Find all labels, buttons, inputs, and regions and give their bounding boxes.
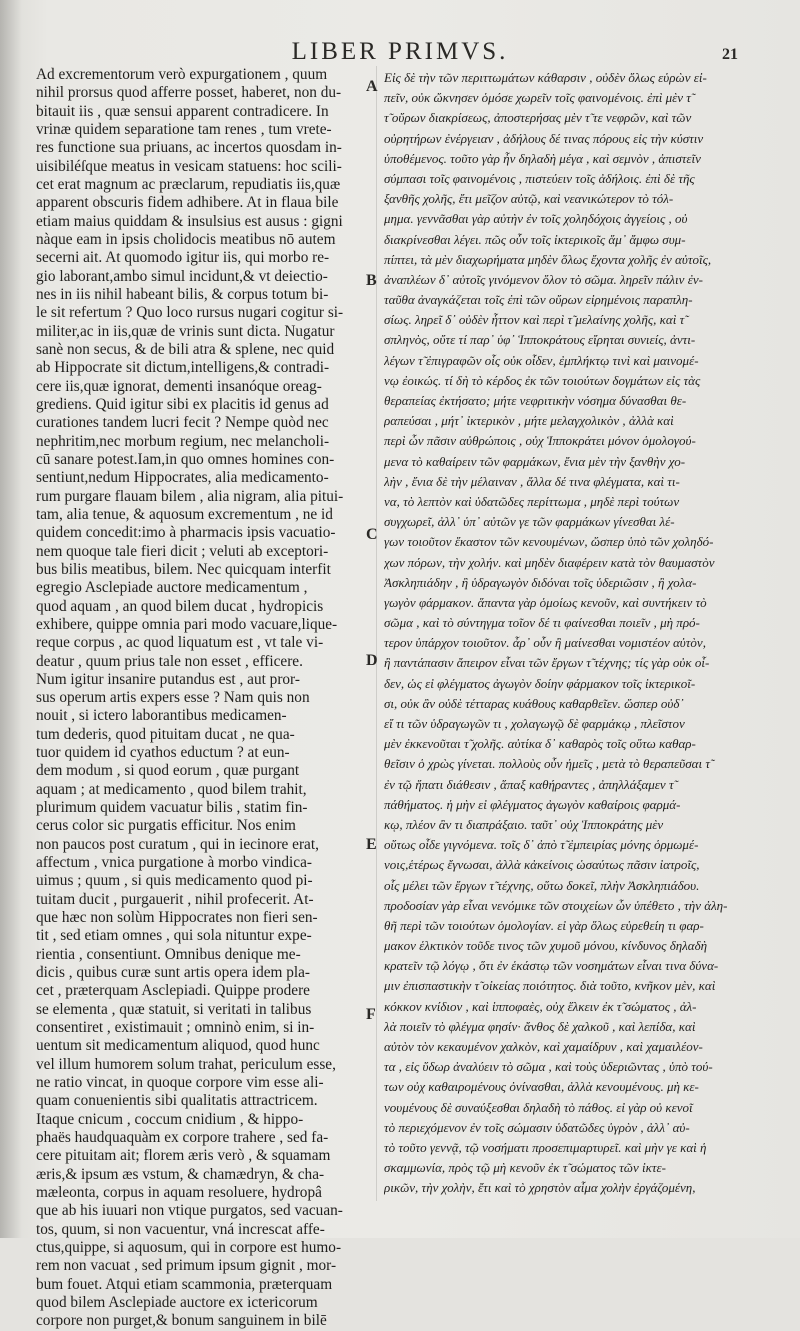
text-line: tuor quidem id cyathos eductum ? at eun-: [36, 744, 290, 762]
text-line: tos, quum, si non vacuentur, vná increscat affe-: [36, 1220, 325, 1238]
text-line: nem quoque tale fieri dicit ; veluti ab exceptori-: [36, 542, 329, 560]
text-line: cerus color sic purgatis efficitur. Nos enim: [36, 817, 296, 835]
text-line: sentiunt,nedum Hippocrates, alia medicamento-: [36, 469, 329, 487]
text-line: tit , sed etiam omnes , qui sola nituntur expe-: [36, 927, 312, 945]
text-line: μιν ἐπισπαστικὴν τ̃ οἰκείας ποιότητος. διὰ τοῦτο, κνῆκον μὲν, καὶ: [384, 978, 716, 994]
text-line: etiam maius quiddam & insulsius est ausus : gigni: [36, 212, 343, 230]
text-line: γωγὸν φάρμακον. ἅπαντα γὰρ ὁμοίως κενοῦν, καὶ συντήκειν τὸ: [384, 594, 707, 610]
text-line: non paucos post curatum , qui in iecinore erat,: [36, 835, 319, 853]
text-line: grediens. Quid igitur sibi ex placitis id genus ad: [36, 395, 329, 413]
text-line: ab Hippocrate sit dictum,intelligens,& contradi-: [36, 359, 330, 377]
text-line: res functione sua priuans, ac incertos quosdam in-: [36, 139, 342, 157]
text-line: γων τοιοῦτον ἕκαστον τῶν κενουμένων, ὥσπερ ὑπὸ τῶν χοληδό-: [384, 534, 714, 550]
text-line: vel illum humorem solum trahat, periculum esse,: [36, 1055, 336, 1073]
text-line: tam, alia tenue, & aquosum excrementum , ne id: [36, 505, 333, 523]
text-line: μημα. γεννᾶσθαι γὰρ αὐτὴν ἐν τοῖς χοληδόχοις ἀγγείοις , οὐ: [384, 211, 688, 227]
text-line: τα , εἰς ὕδωρ ἀναλύειν τὸ σῶμα , καὶ τοὺς ὑδεριῶντας , ὑπὸ τού-: [384, 1059, 713, 1075]
text-line: nephritim,nec morbum regium, nec melancholi-: [36, 432, 330, 450]
text-line: λέγων τ̃ ἐπιγραφῶν οἷς οὐκ οἶδεν, ἐμπλήκτῳ τινὶ καὶ μαινομέ-: [384, 352, 699, 368]
text-line: τὸ τοῦτο γεννᾷ, τῷ νοσήματι προσεπιμαρτυρεῖ. καὶ μὴν γε καὶ ἡ: [384, 1139, 707, 1155]
text-line: tuitam ducit , purgauerit , nihil profecerit. At-: [36, 890, 314, 908]
text-line: rem non vacuat , sed primum ipsum gignit , mor-: [36, 1257, 337, 1275]
text-line: affectum , vnica purgatione à morbo vindica-: [36, 854, 312, 872]
text-line: sanè non secus, & de bili atra & splene, nec quid: [36, 340, 335, 358]
text-line: dicis , quibus curæ sunt artis opera idem pla-: [36, 964, 311, 982]
text-line: ξανθῆς χολῆς, ἔτι μεῖζον αὐτῷ, καὶ νεανικώτερον τὸ τόλ-: [384, 191, 674, 207]
text-line: reque corpus , ac quod liquatum est , vt tale vi-: [36, 634, 324, 652]
text-line: uentum sit medicamentum aliquod, quod hunc: [36, 1037, 320, 1055]
text-line: curationes tandem lucri fecit ? Nempe quòd nec: [36, 414, 329, 432]
text-line: λὰ ποιεῖν τὸ φλέγμα φησίν· ἄνθος δὲ χαλκοῦ , καὶ λεπίδα, καὶ: [384, 1018, 696, 1034]
text-line: rientia , consentiunt. Omnibus denique me-: [36, 945, 301, 963]
text-line: να, τὸ λεπτὸν καὶ ὑδατῶδες περίττωμα , μηδὲ περὶ τούτων: [384, 493, 680, 509]
text-line: νοις,ἑτέρως ἔγνωσαι, ἀλλὰ κἀκείνοις ὡσαύτως πᾶσιν ἰατροῖς,: [384, 857, 700, 873]
text-line: ὑποθέμενος. τοῦτο γὰρ ἦν δηλαδὴ μέγα , καὶ σεμνὸν , ἀπιστεῖν: [384, 150, 701, 166]
text-line: nihil prorsus quod afferre posset, haberet, non du-: [36, 84, 342, 102]
text-line: οὐρητήρων ἐνέργειαν , ἀδήλους δέ τινας πόρους εἰς τὴν κύστιν: [384, 130, 704, 146]
text-line: ρικῶν, τὴν χολὴν, ἔτι καὶ τὸ χρηστὸν αἷμα χολὴν ἐργάζομένη,: [384, 1180, 696, 1196]
text-line: egregio Asclepiade auctore medicamentum ,: [36, 579, 308, 597]
text-line: se elementa , quæ statuit, si veritati in talibus: [36, 1000, 312, 1018]
text-line: uisibiléſque meatus in vesicam statuens: hoc scili-: [36, 157, 342, 175]
latin-text-column: [36, 66, 366, 1331]
text-line: ραπεύσαι , μήτ᾽ ἰκτερικὸν , μήτε μελαγχολικὸν , ἀλλὰ καὶ: [384, 413, 674, 429]
text-line: que ab his iuuari non vtique purgatos, sed vacuan-: [36, 1202, 343, 1220]
text-line: πάθήματος. ἡ μὴν εἰ φλέγματος ἀγωγὸν καθαίροις φαρμά-: [384, 796, 681, 812]
margin-letter: A: [366, 78, 378, 95]
text-line: πεῖν, οὐκ ὤκνησεν ὁμόσε χωρεῖν τοῖς φαινομένοις. ἐπὶ μὲν τ̃: [384, 90, 691, 106]
page-number: 21: [722, 46, 738, 63]
text-line: ne ratio vincat, in quoque corpore vim esse ali-: [36, 1074, 324, 1092]
text-line: νουμένους δὲ συναύξεσθαι δηλαδὴ τὸ πάθος. εἰ γὰρ οὐ κενοῖ: [384, 1099, 693, 1115]
text-line: ταῦθα ἀναγκάζεται τοῖς ἐπὶ τῶν οὔρων εἰρημένοις παραπλη-: [384, 292, 693, 308]
text-line: bus bilis meatibus, bilem. Nec quicquam interfit: [36, 560, 331, 578]
text-line: τερον ὑπάρχον τοιοῦτον. ἆρ᾽ οὖν ἢ μαίνεσθαι νομιστέον αὐτὸν,: [384, 635, 706, 651]
margin-letter: F: [366, 1006, 376, 1023]
text-line: προδοσίαν γὰρ εἶναι νενόμικε τῶν στοιχείων ὧν ὑπέθετο , τὴν ἀλη-: [384, 897, 728, 913]
text-line: περὶ ὧν πᾶσιν αὐθρώποις , οὐχ Ἱπποκράτει μόνον ὁμολογού-: [384, 433, 696, 449]
text-line: rum purgare flauam bilem , alia nigram, alia pitui-: [36, 487, 344, 505]
text-line: πίπτει, τὰ μὲν διαχωρήματα μηδὲν ὅλως ἔχοντα χολῆς ἐν αὐτοῖς,: [384, 251, 712, 267]
text-line: Itaque cnicum , coccum cnidium , & hippo-: [36, 1110, 304, 1128]
text-line: χων πόρων, τὴν χολήν. καὶ μηδὲν διαφέρειν κατὰ τὸν θαυμαστὸν: [384, 554, 715, 570]
text-line: θῆ περὶ τῶν τοιούτων ὁμολογίαν. εἰ γὰρ ὅλως εὑρεθείη τι φαρ-: [384, 917, 704, 933]
column-divider: [376, 66, 377, 1201]
text-line: οὕτως οἶδε γιγνόμενα. τοῖς δ᾽ ἀπὸ τ̃ ἐμπειρίας μόνης ὁρμωμέ-: [384, 837, 699, 853]
text-line: nes in iis nihil habeant bilis, & corpus totum bi-: [36, 285, 329, 303]
text-line: bitauit iis , quæ sensui apparent contradicere. In: [36, 102, 329, 120]
text-line: uimus ; quum , si quis medicamento quod pi-: [36, 872, 313, 890]
text-line: bum fouet. Atqui etiam scammonia, præterquam: [36, 1275, 333, 1293]
text-line: σπληνὸς, οὔτε τί παρ᾽ ὑφ᾽ Ἱπποκράτους εἴρηται συνιείς, ἀντι-: [384, 332, 696, 348]
text-line: Εἰς δὲ τὴν τῶν περιττωμάτων κάθαρσιν , οὐδὲν ὅλως εὑρὼν εἰ-: [384, 70, 707, 85]
text-line: cū sanare potest.Iam,in quo omnes homines con-: [36, 450, 335, 468]
text-line: nàque eam in ipsis cholidocis meatibus nō autem: [36, 230, 336, 248]
text-line: exhibere, quippe omnia pari modo vacuare,lique-: [36, 615, 338, 633]
text-line: nouit , si ictero laborantibus medicamen-: [36, 707, 287, 725]
text-line: gio laborant,ambo simul incidunt,& vt deiectio-: [36, 267, 328, 285]
text-line: plurimum quidem vacuatur bilis , statim fin-: [36, 799, 308, 817]
text-line: aquam ; at medicamento , quod bilem trahit,: [36, 780, 307, 798]
text-line: Ἀσκληπιάδην , ἢ ὑδραγωγὸν διδόναι τοῖς ὑδεριῶσιν , ἢ χολα-: [384, 574, 697, 590]
text-line: secerni ait. At quomodo igitur iis, qui morbo re-: [36, 249, 330, 267]
text-line: sus operum artis expers esse ? Nam quis non: [36, 689, 310, 707]
text-line: σίως. ληρεῖ δ᾽ οὐδὲν ἧττον καὶ περὶ τ̃ μελαίνης χολῆς, καὶ τ̃: [384, 312, 685, 328]
text-line: cet erat magnum ac præclarum, repudiatis iis,quæ: [36, 175, 341, 193]
text-line: consentiret , existimauit ; omninò enim, si in-: [36, 1019, 315, 1037]
text-line: dem modum , si quod eorum , quæ purgant: [36, 762, 300, 780]
text-line: σκαμμωνία, πρὸς τῷ μὴ κενοῦν ἐκ τ̃ σώματος τῶν ἰκτε-: [384, 1160, 666, 1176]
text-line: quidem concedit:imo à pharmacis ipsis vacuatio-: [36, 524, 336, 542]
text-line: cet , præterquam Asclepiadi. Quippe prodere: [36, 982, 310, 1000]
text-line: σι, οὐκ ἂν οὐδὲ τέτταρας κυάθους καθαρθεῖεν. ὥσπερ οὐδ᾽: [384, 695, 684, 711]
text-line: ἢ παντάπασιν ἄπειρον εἶναι τῶν ἔργων τ̃ τέχνης; τίς γὰρ οὐκ οἶ-: [384, 655, 710, 671]
text-line: mæleonta, corpus in aquam resoluere, hydropâ: [36, 1184, 322, 1202]
text-line: των οὐχ καθαιρομένους ὀνίνασθαι, ἀλλὰ κενουμένους. μὴ κε-: [384, 1079, 699, 1095]
text-line: μενα τὸ καθαίρειν τῶν φαρμάκων, ἔνια μὲν τὴν ξανθὴν χο-: [384, 453, 686, 469]
text-line: οἷς μέλει τῶν ἔργων τ̃ τέχνης, οὕτω δοκεῖ, πλὴν Ἀσκληπιάδου.: [384, 877, 700, 893]
binding-shadow: [0, 0, 22, 1238]
text-line: deatur , quum prius tale non esset , efficere.: [36, 652, 303, 670]
text-line: σῶμα , καὶ τὸ σύντηγμα τοῖον δέ τι φαίνεσθαι ποιεῖν , μὴ πρό-: [384, 615, 700, 631]
margin-letter: B: [366, 272, 377, 289]
text-line: tum dederis, quod pituitam ducat , ne qua-: [36, 725, 295, 743]
text-line: æris,& ipsum æs vstum, & chamædryn, & cha-: [36, 1165, 325, 1183]
text-line: vrinæ quidem separatione tam renes , tum vrete-: [36, 120, 332, 138]
text-line: τ̃ οὔρων διακρίσεως, ἀποστερήσας μὲν τ̃ τε νεφρῶν, καὶ τῶν: [384, 110, 692, 126]
text-line: αὐτὸν τὸν κεκαυμένον χαλκὸν, καὶ χαμαίδρυν , καὶ χαμαιλέον-: [384, 1039, 703, 1054]
text-line: ἀναπλέων δ᾽ αὐτοῖς γινόμενον ὅλον τὸ σῶμα. ληρεῖν πάλιν ἐν-: [384, 271, 703, 287]
text-line: σύμπασι τοῖς φαινομένοις , πιστεύειν τοῖς ἀδήλοις. ἐπὶ δὲ τῆς: [384, 170, 695, 186]
margin-letter: E: [366, 836, 377, 853]
text-line: συγχωρεῖ, ἀλλ᾽ ὑπ᾽ αὐτῶν γε τῶν φαρμάκων γίνεσθαι λέ-: [384, 514, 675, 530]
text-line: apparent obscuris fidem adhibere. At in flaua bile: [36, 194, 339, 212]
text-line: quam conuenientis sibi qualitatis attractricem.: [36, 1092, 318, 1110]
text-line: corpore non purget,& bonum sanguinem in bilē: [36, 1312, 327, 1330]
text-line: ἐν τῷ ἥπατι διάθεσιν , ἅπαξ καθήραντες , ἀπηλλάξαμεν τ̃: [384, 776, 674, 792]
margin-letter: C: [366, 526, 378, 543]
greek-text-column: [384, 68, 754, 1199]
text-line: Num igitur insanire putandus est , aut pror-: [36, 670, 300, 688]
text-line: ctus,quippe, si aquosum, qui in corpore est humo-: [36, 1239, 342, 1256]
text-line: κρατεῖν τῷ λόγῳ , ὅτι ἐν ἑκάστῳ τῶν νοσημάτων εἶναι τινα δύνα-: [384, 958, 719, 974]
text-line: que hæc non solùm Hippocrates non fieri sen-: [36, 909, 318, 927]
text-line: le sit refertum ? Quo loco rursus nugari cogitur si-: [36, 304, 344, 322]
text-line: μακον ἑλκτικὸν τοῦδε τινος τῶν χυμοῦ μόνου, κίνδυνος δηλαδὴ: [384, 938, 708, 954]
text-line: θεραπείας ἐκτήσατο; μήτε νεφριτικὴν νόσημα δύνασθαι θε-: [384, 393, 687, 408]
text-line: cere pituitam ait; florem æris verò , & squamam: [36, 1147, 331, 1165]
text-line: quod bilem Asclepiade auctore ex ictericorum: [36, 1293, 318, 1311]
text-line: cere iis,quæ ignorat, dementi insanóque oreag-: [36, 377, 322, 395]
text-line: θεῖσιν ὁ χρὼς γίνεται. πολλοὺς οὖν ἡμεῖς , μετὰ τὸ θεραπεῦσαι τ̃: [384, 756, 710, 772]
text-line: μὲν ἐκκενοῦται τ̃ χολῆς. αὐτίκα δ᾽ καθαρὸς τοῖς οὕτω καθαρ-: [384, 736, 696, 752]
running-head: LIBER PRIMVS.: [291, 38, 509, 65]
text-line: νῳ ἐοικώς. τί δὴ τὸ κέρδος ἐκ τῶν τοιούτων δογμάτων εἰς τὰς: [384, 372, 701, 388]
text-line: quod aquam , an quod bilem ducat , hydropicis: [36, 597, 324, 615]
text-line: phaës haudquaquàm ex corpore trahere , sed fa-: [36, 1129, 329, 1147]
text-line: λὴν , ἔνια δὲ τὴν μέλαιναν , ἄλλα δέ τινα φλέγματα, καὶ τι-: [384, 473, 680, 489]
text-line: εἴ τι τῶν ὑδραγωγῶν τι , χολαγωγῷ δὲ φαρμάκῳ , πλεῖστον: [384, 716, 685, 731]
text-line: δεν, ὡς εἰ φλέγματος ἀγωγὸν δοίην φάρμακον τοῖς ἰκτερικοῖ-: [384, 675, 696, 691]
text-line: Ad excrementorum verò expurgationem , quum: [36, 66, 328, 83]
text-line: διακρίνεσθαι λέγει. πῶς οὖν τοῖς ἰκτερικοῖς ἅμ᾽ ἄμφω συμ-: [384, 231, 686, 247]
text-line: militer,ac in iis,quæ de vrinis sunt dicta. Nugatur: [36, 322, 335, 340]
text-line: κόκκον κνίδιον , καὶ ἱπποφαὲς, οὐχ ἕλκειν ἐκ τ̃ σώματος , ἀλ-: [384, 998, 697, 1014]
margin-letter: D: [366, 652, 378, 669]
text-line: κῳ, πλέον ἂν τι διαπράξαιο. ταῦτ᾽ οὐχ Ἱπποκράτης μὲν: [384, 816, 664, 832]
text-line: τὸ περιεχόμενον ἐν τοῖς σώμασιν ὑδατῶδες ὑγρὸν , ἀλλ᾽ αὐ-: [384, 1119, 690, 1135]
